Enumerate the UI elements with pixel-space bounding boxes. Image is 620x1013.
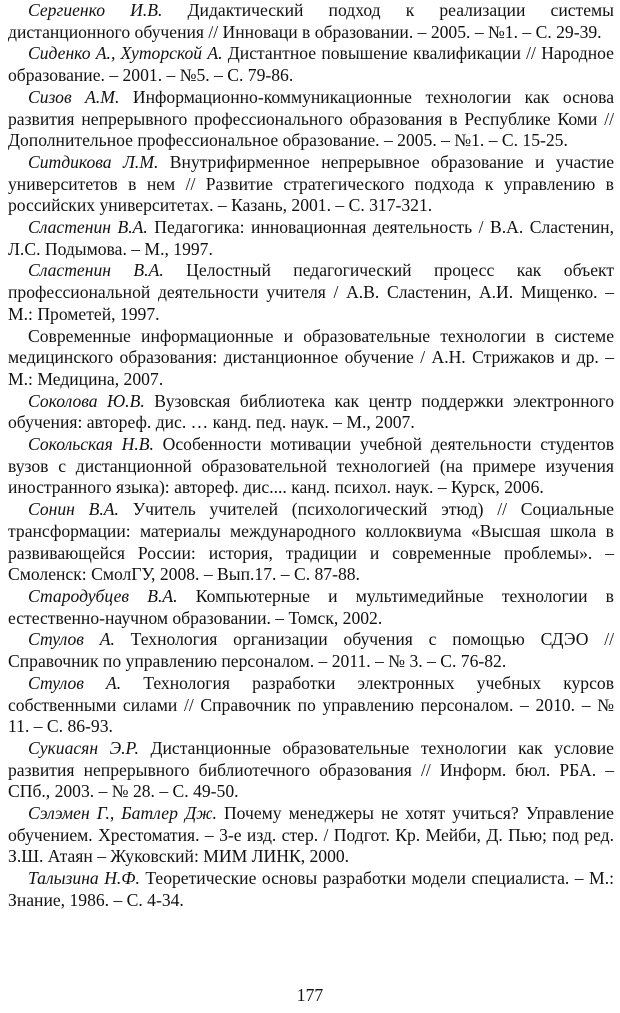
reference-entry [8,391,614,434]
reference-author: Сонин В.А. [28,499,119,520]
reference-author: Стулов А. [28,629,115,650]
reference-entry [8,629,614,672]
reference-author: Стародубцев В.А. [28,585,178,606]
reference-entry [8,326,614,391]
reference-entry [8,673,614,738]
reference-text: Дидактический подход к реализации системы дистанционного обучения // Инноваци в образовании. – 2005. – №1. – С. 29-39. [8,0,614,42]
reference-entry [8,586,614,629]
reference-text: Информационно-коммуникационные технологии как основа развития непрерывного профессионального образования в Республике Коми // Дополнительное профессиональное образование. – 2005. – №1. – С. 15-25. [8,86,614,151]
page-number: 177 [296,985,324,1005]
reference-author: Соколова Ю.В. [28,390,145,411]
reference-author: Сукиасян Э.Р. [28,737,139,758]
reference-text: Современные информационные и образовательные технологии в системе медицинского образования: дистанционное обучение / А.Н. Стрижаков и др. – М.: Медицина, 2007. [8,325,614,389]
reference-text: Почему менеджеры не хотят учиться? Управление обучением. Хрестоматия. – 3-е изд. стер. / Подгот. Кр. Мейби, Д. Пью; под ред. З.Ш. Атаян – Жуковский: МИМ ЛИНК, 2000. [8,803,614,867]
reference-text: Дистантное повышение квалификации // Народное образование. – 2001. – №5. – С. 79-86. [8,43,614,86]
reference-entry [8,738,614,803]
reference-entry [8,217,614,260]
reference-entry [8,499,614,586]
reference-text: Учитель учителей (психологический этюд) // Социальные трансформации: материалы международного коллоквиума «Высшая школа в развивающейся России: история, традиции и современные проблемы». – Смоленск: СмолГУ, 2008. – Вып.17. – С. 87-88. [8,499,614,585]
reference-author: Сэлэмен Г., Батлер Дж. [28,803,217,824]
reference-text: Внутрифирменное непрерывное образование и участие университетов в нем // Развитие стратегического подхода к управлению в российских университетах. – Казань, 2001. – С. 317-321. [8,151,614,216]
reference-entry [8,868,614,911]
reference-entry [8,434,614,499]
reference-author: Сокольская Н.В. [28,434,154,455]
reference-entry [8,0,614,43]
reference-author: Талызина Н.Ф. [28,868,140,889]
reference-author: Сластенин В.А. [28,217,148,238]
reference-text: Теоретические основы разработки модели специалиста. – М.: Знание, 1986. – С. 4-34. [8,868,614,910]
reference-entry [8,260,614,325]
reference-author: Сизов А.М. [28,86,120,107]
reference-text: Компьютерные и мультимедийные технологии в естественно-научном образовании. – Томск, 2002. [8,585,614,628]
reference-author: Сергиенко И.В. [28,0,163,20]
reference-author: Сластенин В.А. [28,260,164,281]
reference-author: Сиденко А., Хуторской А. [28,43,223,64]
reference-text: Целостный педагогический процесс как объект профессиональной деятельности учителя / А.В. Сластенин, А.И. Мищенко. – М.: Прометей, 1997. [8,260,615,324]
reference-list [8,0,614,912]
reference-author: Ситдикова Л.М. [28,151,159,172]
reference-text: Дистанционные образовательные технологии как условие развития непрерывного библиотечного образования // Информ. бюл. РБА. – СПб., 2003. – № 28. – С. 49-50. [8,737,614,802]
reference-author: Стулов А. [28,672,122,693]
reference-entry [8,152,614,217]
reference-text: Особенности мотивации учебной деятельности студентов вузов с дистанционной образовательной технологией (на примере изучения иностранного языка): автореф. дис.... канд. психол. наук. – Курск, 2006. [8,434,615,498]
reference-entry [8,43,614,86]
reference-entry [8,87,614,152]
reference-text: Технология организации обучения с помощью СДЭО // Справочник по управлению персоналом. – 2011. – № 3. – С. 76-82. [8,629,615,672]
reference-text: Вузовская библиотека как центр поддержки электронного обучения: автореф. дис. … канд. пед. наук. – М., 2007. [8,390,614,433]
reference-text: Технология разработки электронных учебных курсов собственными силами // Справочник по управлению персоналом. – 2010. – № 11. – С. 86-93. [8,672,615,737]
reference-entry [8,803,614,868]
reference-text: Педагогика: инновационная деятельность / В.А. Сластенин, Л.С. Подымова. – М., 1997. [8,217,614,259]
